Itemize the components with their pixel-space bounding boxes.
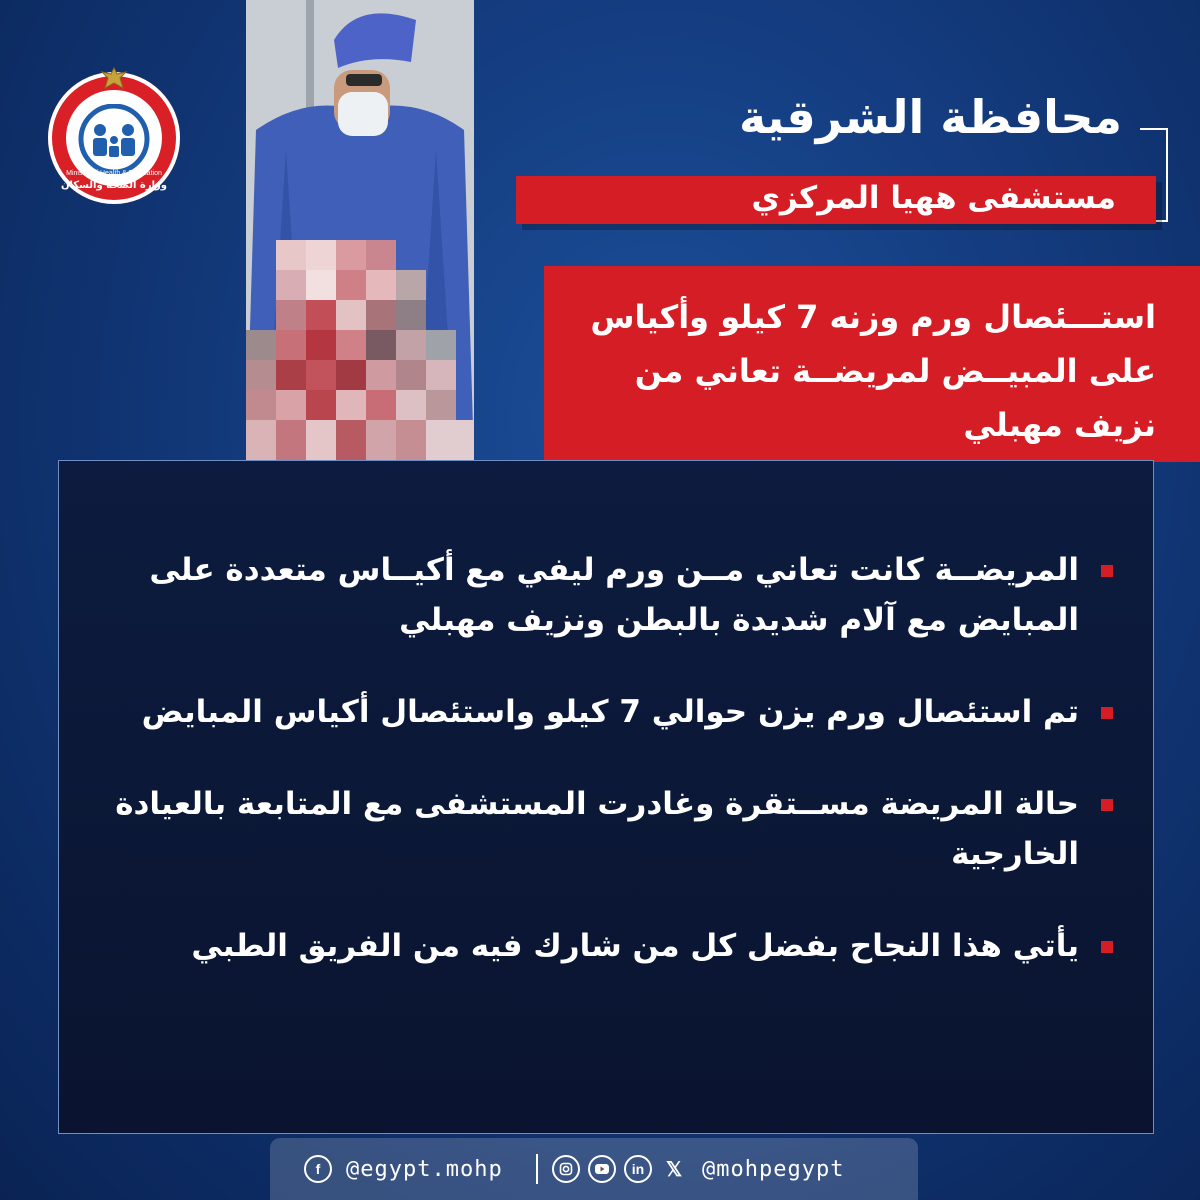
family-icon (76, 104, 152, 174)
bullet-item (93, 687, 1113, 737)
footer-divider (536, 1154, 538, 1184)
hospital-banner (516, 176, 1156, 224)
surgery-photo (246, 0, 474, 460)
handle-right[interactable]: @mohpegypt (702, 1156, 845, 1182)
bullet-text: يأتي هذا النجاح بفضل كل من شارك فيه من الفريق الطبي (191, 928, 1079, 964)
footer-divider-wrap (536, 1138, 538, 1200)
handle-left[interactable]: @egypt.mohp (346, 1156, 503, 1182)
instagram-link[interactable] (552, 1138, 580, 1200)
bullet-square-icon (1101, 799, 1113, 811)
youtube-link[interactable] (588, 1138, 616, 1200)
bullet-square-icon (1101, 565, 1113, 577)
content-panel (58, 460, 1154, 1134)
bullet-list (93, 545, 1113, 1013)
bullet-item (93, 921, 1113, 971)
logo-english-text: Ministry of Health & Population (66, 170, 162, 177)
x-icon[interactable]: 𝕏 (665, 1158, 683, 1181)
bullet-item (93, 545, 1113, 645)
bullet-text: تم استئصال ورم يزن حوالي 7 كيلو واستئصال أكياس المبايض (141, 694, 1079, 730)
headline-text (576, 290, 1156, 452)
governorate-title: محافظة الشرقية (738, 90, 1122, 144)
hospital-name: مستشفى ههيا المركزي (751, 180, 1116, 216)
linkedin-link[interactable] (624, 1138, 652, 1200)
linkedin-icon[interactable]: in (624, 1155, 652, 1183)
handle-right-wrap (702, 1138, 844, 1200)
instagram-icon[interactable] (552, 1155, 580, 1183)
eagle-icon (99, 66, 129, 92)
x-link[interactable] (660, 1138, 688, 1200)
facebook-icon[interactable]: f (304, 1155, 332, 1183)
handle-left-wrap (346, 1138, 503, 1200)
ministry-logo (48, 72, 180, 204)
bullet-text: حالة المريضة مســتقرة وغادرت المستشفى مع المتابعة بالعيادة الخارجية (115, 786, 1079, 872)
headline-line: نزيف مهبلي (963, 406, 1156, 444)
headline-box (544, 266, 1200, 462)
headline-line: استـــئصال ورم وزنه 7 كيلو وأكياس (590, 298, 1156, 336)
bullet-item (93, 779, 1113, 879)
youtube-icon[interactable] (588, 1155, 616, 1183)
surgeon-illustration (246, 0, 474, 460)
headline-line: على المبيــض لمريضــة تعاني من (634, 352, 1156, 390)
logo-arabic-text: وزارة الصحة والسكان (60, 180, 167, 191)
bullet-square-icon (1101, 707, 1113, 719)
social-footer (270, 1138, 918, 1200)
bullet-text: المريضــة كانت تعاني مــن ورم ليفي مع أكيــاس متعددة على المبايض مع آلام شديدة بالبطن ونزيف مهبلي (149, 552, 1079, 638)
facebook-link[interactable] (304, 1138, 332, 1200)
bullet-square-icon (1101, 941, 1113, 953)
